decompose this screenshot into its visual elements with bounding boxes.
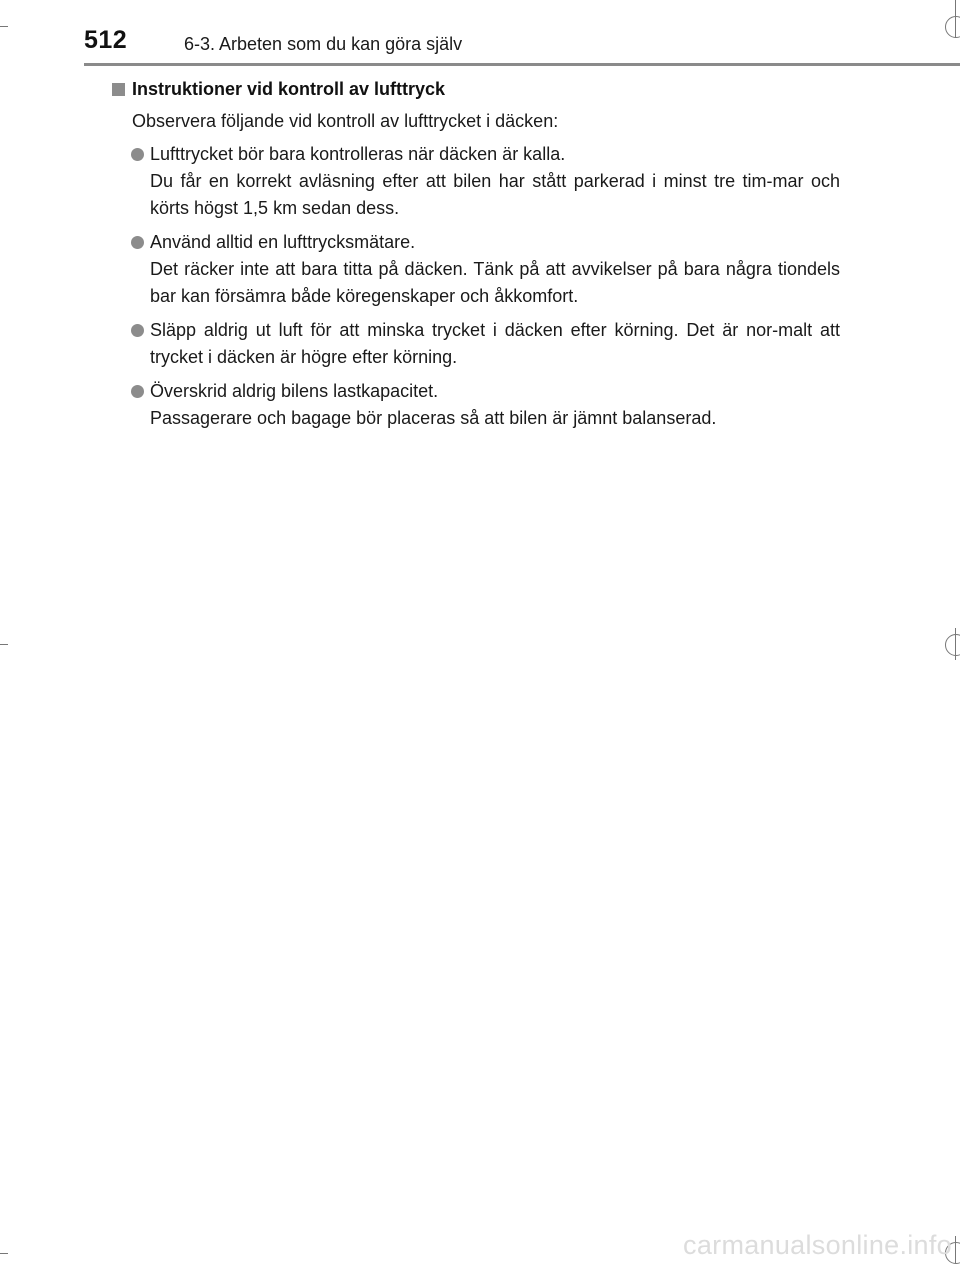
- registration-mark-mid-right: [945, 634, 960, 656]
- list-item-line: Du får en korrekt avläsning efter att bilen har stått parkerad i minst tre tim-mar och körts högst 1,5 km sedan dess.: [150, 171, 840, 218]
- main-content: [112, 78, 840, 439]
- round-bullet-icon: [131, 385, 144, 398]
- list-item: [112, 317, 840, 371]
- list-item: [112, 141, 840, 222]
- registration-mark-top-right: [945, 16, 960, 38]
- round-bullet-icon: [131, 148, 144, 161]
- list-item-line: Använd alltid en lufttrycksmätare.: [150, 232, 416, 252]
- crop-mark-mid-left: [0, 644, 8, 645]
- round-bullet-icon: [131, 324, 144, 337]
- list-item-line: Lufttrycket bör bara kontrolleras när däcken är kalla.: [150, 144, 566, 164]
- section-heading-text: Instruktioner vid kontroll av lufttryck: [132, 79, 446, 99]
- list-item: [112, 229, 840, 310]
- crop-mark-bottom-left: [0, 1253, 8, 1254]
- crop-mark-mid-right-v: [955, 628, 956, 660]
- section-title: 6-3. Arbeten som du kan göra själv: [184, 34, 463, 54]
- section-heading: [112, 78, 840, 100]
- intro-paragraph: Observera följande vid kontroll av lufttrycket i däcken:: [132, 111, 559, 131]
- list-item: [112, 378, 840, 432]
- bullet-list: [112, 141, 840, 432]
- round-bullet-icon: [131, 236, 144, 249]
- list-item-line: Passagerare och bagage bör placeras så att bilen är jämnt balanserad.: [150, 408, 717, 428]
- crop-mark-top-right-v: [955, 0, 956, 38]
- crop-mark-top-left: [0, 26, 8, 27]
- square-bullet-icon: [112, 83, 125, 96]
- header-rule: [84, 63, 960, 66]
- list-item-line: Det räcker inte att bara titta på däcken. Tänk på att avvikelser på bara några tiondels bar kan försämra både köregenskaper och åkkomfort.: [150, 259, 840, 306]
- list-item-line: Överskrid aldrig bilens lastkapacitet.: [150, 381, 439, 401]
- crop-mark-bottom-right-v: [955, 1236, 956, 1263]
- page-number: 512: [84, 26, 128, 54]
- watermark: carmanualsonline.info: [683, 1230, 952, 1260]
- list-item-line: Släpp aldrig ut luft för att minska trycket i däcken efter körning. Det är nor-malt att trycket i däcken är högre efter körning.: [150, 320, 840, 367]
